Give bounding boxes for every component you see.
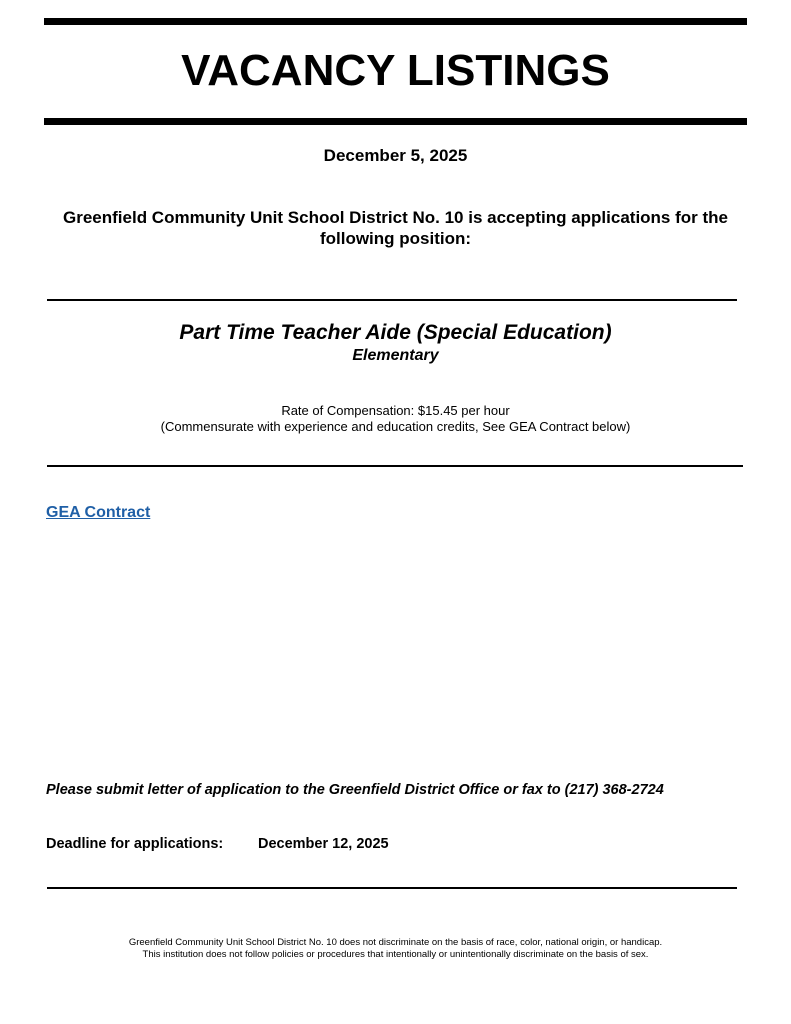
submission-instructions: Please submit letter of application to the Greenfield District Office or fax to (217) 368-2724 xyxy=(46,782,664,798)
compensation-note: (Commensurate with experience and education credits, See GEA Contract below) xyxy=(160,419,631,434)
position-title: Part Time Teacher Aide (Special Education) xyxy=(179,321,612,344)
title-divider-bar xyxy=(44,118,747,125)
divider xyxy=(47,887,737,889)
divider xyxy=(47,299,737,301)
divider xyxy=(47,465,743,467)
gea-contract-link[interactable]: GEA Contract xyxy=(46,504,151,521)
rate-of-compensation: Rate of Compensation: $15.45 per hour xyxy=(281,403,510,418)
top-divider-bar xyxy=(44,18,747,25)
nondiscrimination-line-1: Greenfield Community Unit School District No. 10 does not discriminate on the basis of race, color, national origin, or handicap. xyxy=(128,937,663,948)
page-title: VACANCY LISTINGS xyxy=(181,46,610,95)
position-location: Elementary xyxy=(352,347,439,364)
nondiscrimination-line-2: This institution does not follow policies or procedures that intentionally or unintentionally discriminate on the basis of sex. xyxy=(142,949,649,960)
deadline-value: December 12, 2025 xyxy=(258,836,389,852)
deadline-label: Deadline for applications: xyxy=(46,836,224,852)
intro-text: Greenfield Community Unit School District No. 10 is accepting applications for the following position: xyxy=(63,208,728,248)
posting-date: December 5, 2025 xyxy=(323,146,468,165)
